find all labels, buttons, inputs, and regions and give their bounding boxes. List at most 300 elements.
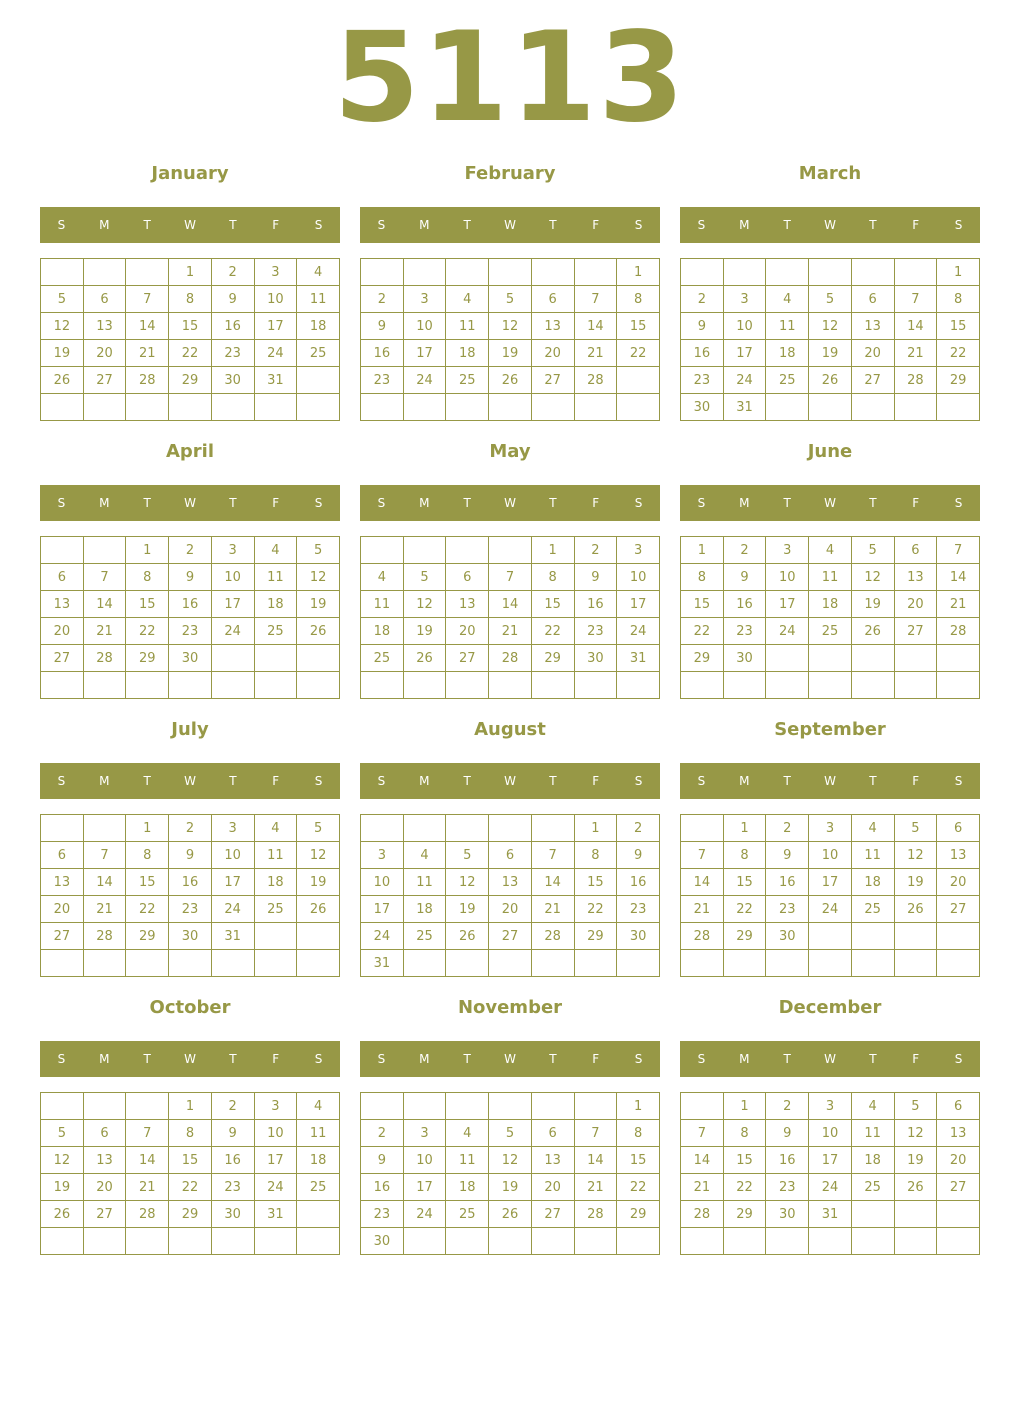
day-cell: 19 bbox=[446, 896, 489, 923]
day-cell: 24 bbox=[211, 896, 254, 923]
day-cell: 24 bbox=[211, 618, 254, 645]
weekday-label: S bbox=[954, 218, 963, 232]
day-cell: 8 bbox=[169, 1120, 212, 1147]
day-cell: 5 bbox=[851, 537, 894, 564]
day-cell: 22 bbox=[937, 340, 980, 367]
day-cell bbox=[809, 950, 852, 977]
weekday-label: W bbox=[184, 496, 196, 510]
day-cell: 1 bbox=[617, 1093, 660, 1120]
day-cell bbox=[489, 1228, 532, 1255]
day-cell: 20 bbox=[937, 1147, 980, 1174]
weekday-label: W bbox=[184, 774, 196, 788]
day-cell bbox=[446, 259, 489, 286]
day-cell: 22 bbox=[126, 618, 169, 645]
day-cell: 10 bbox=[211, 842, 254, 869]
day-cell bbox=[254, 950, 297, 977]
week-row bbox=[41, 367, 340, 394]
day-cell: 11 bbox=[361, 591, 404, 618]
day-cell: 27 bbox=[851, 367, 894, 394]
day-cell bbox=[766, 950, 809, 977]
day-cell: 1 bbox=[531, 537, 574, 564]
weekday-label: W bbox=[184, 218, 196, 232]
day-cell bbox=[574, 672, 617, 699]
day-cell: 21 bbox=[681, 1174, 724, 1201]
day-cell bbox=[894, 672, 937, 699]
day-cell: 11 bbox=[809, 564, 852, 591]
day-cell: 8 bbox=[723, 842, 766, 869]
month-name: November bbox=[457, 997, 563, 1018]
day-cell: 17 bbox=[361, 896, 404, 923]
day-cell: 27 bbox=[83, 1201, 126, 1228]
week-row bbox=[361, 1174, 660, 1201]
day-cell: 11 bbox=[403, 869, 446, 896]
day-cell: 4 bbox=[254, 537, 297, 564]
day-cell: 29 bbox=[126, 645, 169, 672]
day-cell: 21 bbox=[489, 618, 532, 645]
day-cell: 26 bbox=[489, 1201, 532, 1228]
day-cell bbox=[937, 1201, 980, 1228]
day-cell bbox=[531, 1093, 574, 1120]
day-cell: 14 bbox=[126, 313, 169, 340]
day-cell: 21 bbox=[83, 618, 126, 645]
weekday-label: F bbox=[272, 1052, 280, 1066]
day-cell: 1 bbox=[723, 1093, 766, 1120]
day-cell: 23 bbox=[169, 618, 212, 645]
weekday-label: W bbox=[504, 218, 516, 232]
day-cell bbox=[937, 950, 980, 977]
day-cell: 6 bbox=[489, 842, 532, 869]
weekday-label: W bbox=[824, 774, 836, 788]
day-cell: 20 bbox=[83, 1174, 126, 1201]
weekday-label: T bbox=[229, 1052, 237, 1066]
day-cell bbox=[254, 645, 297, 672]
day-cell: 31 bbox=[361, 950, 404, 977]
weekday-label: S bbox=[954, 1052, 963, 1066]
day-cell bbox=[446, 815, 489, 842]
week-row bbox=[681, 842, 980, 869]
day-cell bbox=[851, 1201, 894, 1228]
day-cell bbox=[361, 1093, 404, 1120]
day-cell: 7 bbox=[681, 842, 724, 869]
day-cell: 23 bbox=[766, 1174, 809, 1201]
day-cell: 11 bbox=[297, 286, 340, 313]
weekday-label: M bbox=[419, 1052, 430, 1066]
day-cell: 19 bbox=[894, 1147, 937, 1174]
weekday-label: M bbox=[739, 218, 750, 232]
weekday-label: T bbox=[549, 774, 557, 788]
day-cell: 22 bbox=[617, 1174, 660, 1201]
day-cell: 31 bbox=[617, 645, 660, 672]
day-cell bbox=[297, 645, 340, 672]
day-cell bbox=[126, 950, 169, 977]
day-cell: 29 bbox=[169, 367, 212, 394]
month-name: March bbox=[798, 163, 862, 184]
weekday-header bbox=[40, 485, 340, 521]
day-cell: 3 bbox=[361, 842, 404, 869]
day-cell: 3 bbox=[254, 259, 297, 286]
day-cell: 24 bbox=[617, 618, 660, 645]
day-cell: 15 bbox=[617, 313, 660, 340]
day-cell bbox=[851, 672, 894, 699]
day-cell: 20 bbox=[489, 896, 532, 923]
day-cell: 31 bbox=[211, 923, 254, 950]
day-cell bbox=[937, 672, 980, 699]
day-cell: 22 bbox=[531, 618, 574, 645]
day-cell: 13 bbox=[937, 1120, 980, 1147]
day-cell: 23 bbox=[723, 618, 766, 645]
day-cell bbox=[531, 259, 574, 286]
day-cell: 9 bbox=[766, 842, 809, 869]
day-cell bbox=[403, 815, 446, 842]
day-cell: 25 bbox=[297, 340, 340, 367]
day-cell: 20 bbox=[83, 340, 126, 367]
day-cell bbox=[809, 672, 852, 699]
weekday-label: T bbox=[549, 1052, 557, 1066]
day-cell: 30 bbox=[766, 1201, 809, 1228]
day-cell: 14 bbox=[894, 313, 937, 340]
day-cell: 17 bbox=[723, 340, 766, 367]
week-row bbox=[41, 815, 340, 842]
day-cell: 24 bbox=[403, 1201, 446, 1228]
day-cell: 2 bbox=[169, 537, 212, 564]
day-cell: 20 bbox=[41, 618, 84, 645]
weekday-header bbox=[680, 485, 980, 521]
day-cell: 16 bbox=[617, 869, 660, 896]
day-cell: 31 bbox=[723, 394, 766, 421]
day-cell bbox=[574, 394, 617, 421]
day-cell: 5 bbox=[41, 1120, 84, 1147]
day-cell bbox=[681, 1093, 724, 1120]
day-cell: 24 bbox=[403, 367, 446, 394]
day-cell: 2 bbox=[617, 815, 660, 842]
day-cell bbox=[574, 950, 617, 977]
day-cell: 4 bbox=[851, 1093, 894, 1120]
week-row bbox=[41, 591, 340, 618]
day-cell: 3 bbox=[766, 537, 809, 564]
weekday-label: S bbox=[697, 1052, 706, 1066]
day-cell: 23 bbox=[361, 367, 404, 394]
weekday-label: S bbox=[377, 774, 386, 788]
weekday-label: S bbox=[314, 218, 323, 232]
week-row bbox=[681, 367, 980, 394]
day-cell: 15 bbox=[126, 869, 169, 896]
day-cell: 24 bbox=[254, 1174, 297, 1201]
day-grid bbox=[360, 1092, 660, 1255]
day-cell: 23 bbox=[169, 896, 212, 923]
day-cell: 16 bbox=[211, 313, 254, 340]
day-cell: 10 bbox=[254, 286, 297, 313]
day-cell: 19 bbox=[41, 340, 84, 367]
week-row bbox=[361, 1201, 660, 1228]
day-cell: 7 bbox=[681, 1120, 724, 1147]
week-row bbox=[361, 896, 660, 923]
day-cell: 5 bbox=[489, 1120, 532, 1147]
weekday-label: F bbox=[912, 774, 920, 788]
day-cell: 7 bbox=[574, 1120, 617, 1147]
day-cell: 10 bbox=[361, 869, 404, 896]
week-row bbox=[681, 1174, 980, 1201]
week-row bbox=[681, 1093, 980, 1120]
day-cell: 13 bbox=[894, 564, 937, 591]
day-cell: 9 bbox=[169, 564, 212, 591]
week-row bbox=[681, 394, 980, 421]
day-cell bbox=[446, 1093, 489, 1120]
day-cell: 1 bbox=[681, 537, 724, 564]
week-row bbox=[681, 1228, 980, 1255]
month-name: May bbox=[489, 441, 531, 462]
weekday-label: S bbox=[57, 218, 66, 232]
weekday-header bbox=[680, 1041, 980, 1077]
day-cell: 2 bbox=[574, 537, 617, 564]
day-cell bbox=[83, 259, 126, 286]
day-cell: 7 bbox=[894, 286, 937, 313]
day-cell: 28 bbox=[531, 923, 574, 950]
week-row bbox=[41, 1201, 340, 1228]
day-cell bbox=[809, 259, 852, 286]
weekday-label: F bbox=[272, 218, 280, 232]
day-cell bbox=[894, 1228, 937, 1255]
weekday-label: W bbox=[184, 1052, 196, 1066]
day-cell bbox=[894, 950, 937, 977]
day-cell: 6 bbox=[83, 286, 126, 313]
weekday-label: F bbox=[592, 218, 600, 232]
day-cell: 9 bbox=[169, 842, 212, 869]
day-cell bbox=[297, 950, 340, 977]
day-cell: 13 bbox=[83, 313, 126, 340]
day-cell bbox=[83, 950, 126, 977]
day-cell: 20 bbox=[894, 591, 937, 618]
week-row bbox=[681, 564, 980, 591]
day-cell: 14 bbox=[83, 869, 126, 896]
day-cell bbox=[126, 1228, 169, 1255]
weekday-label: T bbox=[229, 496, 237, 510]
day-cell bbox=[126, 672, 169, 699]
day-cell: 25 bbox=[851, 1174, 894, 1201]
week-row bbox=[41, 313, 340, 340]
day-cell: 23 bbox=[361, 1201, 404, 1228]
day-cell: 7 bbox=[574, 286, 617, 313]
day-cell: 17 bbox=[617, 591, 660, 618]
day-cell: 2 bbox=[211, 259, 254, 286]
day-cell bbox=[361, 259, 404, 286]
day-cell: 29 bbox=[723, 923, 766, 950]
day-cell: 9 bbox=[211, 1120, 254, 1147]
day-cell bbox=[446, 394, 489, 421]
day-cell: 6 bbox=[41, 842, 84, 869]
day-cell: 2 bbox=[681, 286, 724, 313]
day-cell: 26 bbox=[809, 367, 852, 394]
weekday-header bbox=[680, 207, 980, 243]
weekday-label: T bbox=[229, 774, 237, 788]
day-cell: 13 bbox=[489, 869, 532, 896]
day-cell: 2 bbox=[169, 815, 212, 842]
day-cell bbox=[894, 923, 937, 950]
day-cell: 6 bbox=[446, 564, 489, 591]
weekday-label: W bbox=[824, 1052, 836, 1066]
weekday-label: T bbox=[463, 218, 471, 232]
day-cell: 23 bbox=[211, 1174, 254, 1201]
day-cell: 15 bbox=[723, 1147, 766, 1174]
day-cell: 12 bbox=[894, 1120, 937, 1147]
day-cell: 3 bbox=[403, 1120, 446, 1147]
week-row bbox=[41, 896, 340, 923]
day-cell: 30 bbox=[723, 645, 766, 672]
day-cell: 29 bbox=[723, 1201, 766, 1228]
day-cell: 17 bbox=[211, 591, 254, 618]
day-cell bbox=[489, 815, 532, 842]
weekday-header bbox=[360, 1041, 660, 1077]
weekday-label: M bbox=[99, 218, 110, 232]
day-cell: 11 bbox=[254, 564, 297, 591]
day-cell: 18 bbox=[851, 869, 894, 896]
day-cell bbox=[531, 950, 574, 977]
week-row bbox=[681, 1201, 980, 1228]
day-cell: 8 bbox=[531, 564, 574, 591]
day-cell bbox=[41, 672, 84, 699]
day-cell bbox=[211, 950, 254, 977]
day-cell bbox=[617, 950, 660, 977]
day-cell bbox=[617, 367, 660, 394]
day-cell: 17 bbox=[403, 340, 446, 367]
day-cell bbox=[617, 1228, 660, 1255]
day-grid bbox=[680, 814, 980, 977]
day-cell: 2 bbox=[361, 1120, 404, 1147]
day-cell: 30 bbox=[617, 923, 660, 950]
day-cell: 26 bbox=[403, 645, 446, 672]
day-cell: 15 bbox=[531, 591, 574, 618]
day-cell: 28 bbox=[937, 618, 980, 645]
weekday-header bbox=[40, 763, 340, 799]
month-name: April bbox=[165, 441, 215, 462]
day-cell: 28 bbox=[126, 1201, 169, 1228]
week-row bbox=[361, 564, 660, 591]
day-cell bbox=[254, 394, 297, 421]
week-row bbox=[681, 259, 980, 286]
day-cell: 18 bbox=[403, 896, 446, 923]
day-cell bbox=[361, 537, 404, 564]
day-cell: 19 bbox=[297, 869, 340, 896]
day-cell: 7 bbox=[83, 564, 126, 591]
day-cell: 29 bbox=[617, 1201, 660, 1228]
weekday-label: S bbox=[954, 774, 963, 788]
day-cell: 5 bbox=[489, 286, 532, 313]
year-title: 5113 bbox=[333, 6, 687, 150]
weekday-header bbox=[360, 763, 660, 799]
day-cell: 19 bbox=[489, 340, 532, 367]
day-cell: 1 bbox=[574, 815, 617, 842]
day-cell: 23 bbox=[617, 896, 660, 923]
day-cell: 1 bbox=[937, 259, 980, 286]
weekday-label: M bbox=[739, 496, 750, 510]
day-cell: 4 bbox=[297, 259, 340, 286]
day-cell: 17 bbox=[254, 1147, 297, 1174]
day-cell: 1 bbox=[169, 259, 212, 286]
day-cell: 10 bbox=[617, 564, 660, 591]
day-cell: 17 bbox=[211, 869, 254, 896]
weekday-label: T bbox=[229, 218, 237, 232]
week-row bbox=[41, 259, 340, 286]
day-cell bbox=[723, 259, 766, 286]
day-cell: 4 bbox=[403, 842, 446, 869]
month-name: October bbox=[149, 997, 231, 1018]
week-row bbox=[681, 286, 980, 313]
weekday-label: T bbox=[143, 1052, 151, 1066]
day-cell: 14 bbox=[574, 1147, 617, 1174]
week-row bbox=[361, 1147, 660, 1174]
weekday-label: S bbox=[634, 1052, 643, 1066]
day-cell bbox=[681, 1228, 724, 1255]
day-cell: 1 bbox=[126, 537, 169, 564]
day-grid bbox=[40, 1092, 340, 1255]
weekday-label: T bbox=[869, 218, 877, 232]
weekday-label: S bbox=[314, 774, 323, 788]
week-row bbox=[41, 1174, 340, 1201]
day-cell bbox=[489, 259, 532, 286]
day-cell: 14 bbox=[126, 1147, 169, 1174]
day-cell: 8 bbox=[126, 842, 169, 869]
day-cell: 18 bbox=[446, 340, 489, 367]
week-row bbox=[41, 1093, 340, 1120]
day-cell bbox=[126, 259, 169, 286]
week-row bbox=[361, 340, 660, 367]
weekday-label: F bbox=[912, 1052, 920, 1066]
day-cell bbox=[446, 537, 489, 564]
day-cell: 21 bbox=[531, 896, 574, 923]
day-cell: 29 bbox=[574, 923, 617, 950]
day-cell bbox=[446, 950, 489, 977]
day-cell bbox=[446, 672, 489, 699]
day-cell: 14 bbox=[83, 591, 126, 618]
day-grid bbox=[680, 258, 980, 421]
day-cell bbox=[851, 1228, 894, 1255]
day-cell: 8 bbox=[169, 286, 212, 313]
day-cell: 13 bbox=[851, 313, 894, 340]
day-cell: 30 bbox=[574, 645, 617, 672]
day-cell: 25 bbox=[809, 618, 852, 645]
day-cell: 20 bbox=[531, 340, 574, 367]
day-cell: 21 bbox=[681, 896, 724, 923]
weekday-label: W bbox=[504, 774, 516, 788]
day-cell: 7 bbox=[83, 842, 126, 869]
day-cell: 14 bbox=[681, 869, 724, 896]
week-row bbox=[361, 394, 660, 421]
day-cell bbox=[41, 537, 84, 564]
day-cell: 15 bbox=[681, 591, 724, 618]
day-cell bbox=[894, 645, 937, 672]
day-cell: 8 bbox=[617, 1120, 660, 1147]
day-cell: 26 bbox=[297, 618, 340, 645]
day-cell bbox=[489, 950, 532, 977]
weekday-label: F bbox=[592, 496, 600, 510]
day-cell bbox=[211, 1228, 254, 1255]
day-cell: 19 bbox=[894, 869, 937, 896]
day-cell bbox=[41, 950, 84, 977]
day-cell: 4 bbox=[297, 1093, 340, 1120]
day-cell bbox=[851, 645, 894, 672]
day-cell: 18 bbox=[446, 1174, 489, 1201]
day-cell: 11 bbox=[297, 1120, 340, 1147]
weekday-label: M bbox=[99, 1052, 110, 1066]
weekday-label: S bbox=[377, 1052, 386, 1066]
weekday-label: W bbox=[504, 1052, 516, 1066]
day-cell: 4 bbox=[809, 537, 852, 564]
day-cell bbox=[41, 1228, 84, 1255]
day-cell bbox=[766, 645, 809, 672]
day-cell bbox=[809, 645, 852, 672]
day-cell bbox=[851, 259, 894, 286]
weekday-header bbox=[360, 485, 660, 521]
weekday-header bbox=[360, 207, 660, 243]
